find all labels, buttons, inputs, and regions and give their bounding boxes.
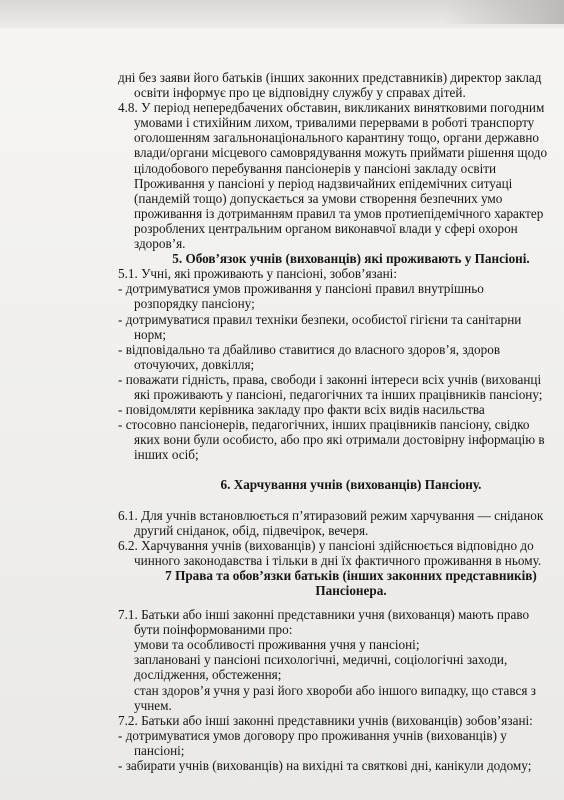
text-line: освіти інформує про це відповідну службу у справах дітей. <box>134 85 466 101</box>
text-line: чинного законодавства і тільки в дні їх фактичного проживання в ньому. <box>134 552 542 568</box>
text-line: влади/органи місцевого самоврядування можуть приймати рішення щодо <box>134 145 548 161</box>
text-line: норм; <box>134 326 167 342</box>
text-line: бути поінформованими про: <box>134 622 293 638</box>
text-line: - стосовно пансіонерів, педагогічних, інших працівників пансіону, свідко <box>118 417 530 433</box>
section-heading-5: 5. Обов’язок учнів (вихованців) які проживають у Пансіоні. <box>172 251 530 267</box>
text-line: - забирати учнів (вихованців) на вихідні та святкові дні, канікули додому; <box>118 758 532 774</box>
text-line: - дотримуватися правил техніки безпеки, особистої гігієни та санітарни <box>118 311 522 327</box>
text-line: стан здоров’я учня у разі його хвороби або іншого випадку, що стався з <box>134 682 536 698</box>
text-line: другий сніданок, обід, підвечірок, вечеря. <box>134 522 369 538</box>
text-line: (пандемій тощо) допускається за умови створення безпечних умо <box>134 190 503 206</box>
text-line: інших осіб; <box>134 447 199 463</box>
section-heading-7-cont: Пансіонера. <box>315 583 387 598</box>
text-line: 5.1. Учні, які проживають у пансіоні, зобов’язані: <box>118 266 397 282</box>
text-line: які проживають у пансіоні, педагогічних та інших працівників пансіону; <box>134 386 543 402</box>
text-line: Проживання у пансіоні у період надзвичайних епідемічних ситуаці <box>134 175 513 191</box>
text-line: дослідження, обстеження; <box>134 667 282 683</box>
text-line: - поважати гідність, права, свободи і законні інтереси всіх учнів (вихованці <box>118 371 542 387</box>
text-line: розроблених центральним органом виконавчої влади у сфері охорон <box>134 220 518 236</box>
text-line: оголошенням загальнонаціонального карантину тощо, органи державно <box>134 130 539 146</box>
text-line: оточуючих, довкілля; <box>134 356 255 372</box>
text-line: умови та особливості проживання учня у пансіоні; <box>134 637 420 653</box>
section-heading-6: 6. Харчування учнів (вихованців) Пансіону. <box>220 477 482 493</box>
text-line: 7.1. Батьки або інші законні представники учня (вихованця) мають право <box>118 607 530 623</box>
text-line: проживання із дотриманням правил та умов протиепідемічного характер <box>134 205 544 221</box>
text-line: 4.8. У період непередбачених обставин, викликаних винятковими погодним <box>118 100 545 116</box>
text-line: розпорядку пансіону; <box>134 296 255 312</box>
document-body <box>118 70 564 773</box>
scan-top-shadow <box>0 0 564 28</box>
text-line: 7.2. Батьки або інші законні представники учнів (вихованців) зобов’язані: <box>118 712 533 728</box>
text-line: заплановані у пансіоні психологічні, медичні, соціологічні заходи, <box>134 652 508 668</box>
section-heading-7: 7 Права та обов’язки батьків (інших законних представників) <box>165 567 537 583</box>
text-line: цілодобового перебування пансіонерів у пансіоні закладу освіти <box>134 160 497 176</box>
text-line: - повідомляти керівника закладу про факти всіх видів насильства <box>118 402 485 418</box>
text-line: учнем. <box>134 697 172 713</box>
text-line: пансіоні; <box>134 742 185 758</box>
scan-edge-shadow <box>444 0 564 24</box>
text-line: здоров’я. <box>134 236 186 252</box>
text-line: яких вони були особисто, або про які отримали достовірну інформацію в <box>134 432 545 448</box>
text-line: 6.1. Для учнів встановлюється п’ятиразовий режим харчування — сніданок <box>118 507 544 523</box>
text-line: - відповідально та дбайливо ставитися до власного здоров’я, здоров <box>118 341 501 357</box>
text-line: - дотримуватися умов проживання у пансіоні правил внутрішньо <box>118 281 484 297</box>
text-line: - дотримуватися умов договору про проживання учнів (вихованців) у <box>118 727 507 743</box>
text-line: дні без заяви його батьків (інших законних представників) директор заклад <box>118 70 542 85</box>
text-line: 6.2. Харчування учнів (вихованців) у пансіоні здійснюється відповідно до <box>118 537 534 553</box>
text-line: умовами і стихійним лихом, тривалими перервами в роботі транспорту <box>134 115 535 131</box>
